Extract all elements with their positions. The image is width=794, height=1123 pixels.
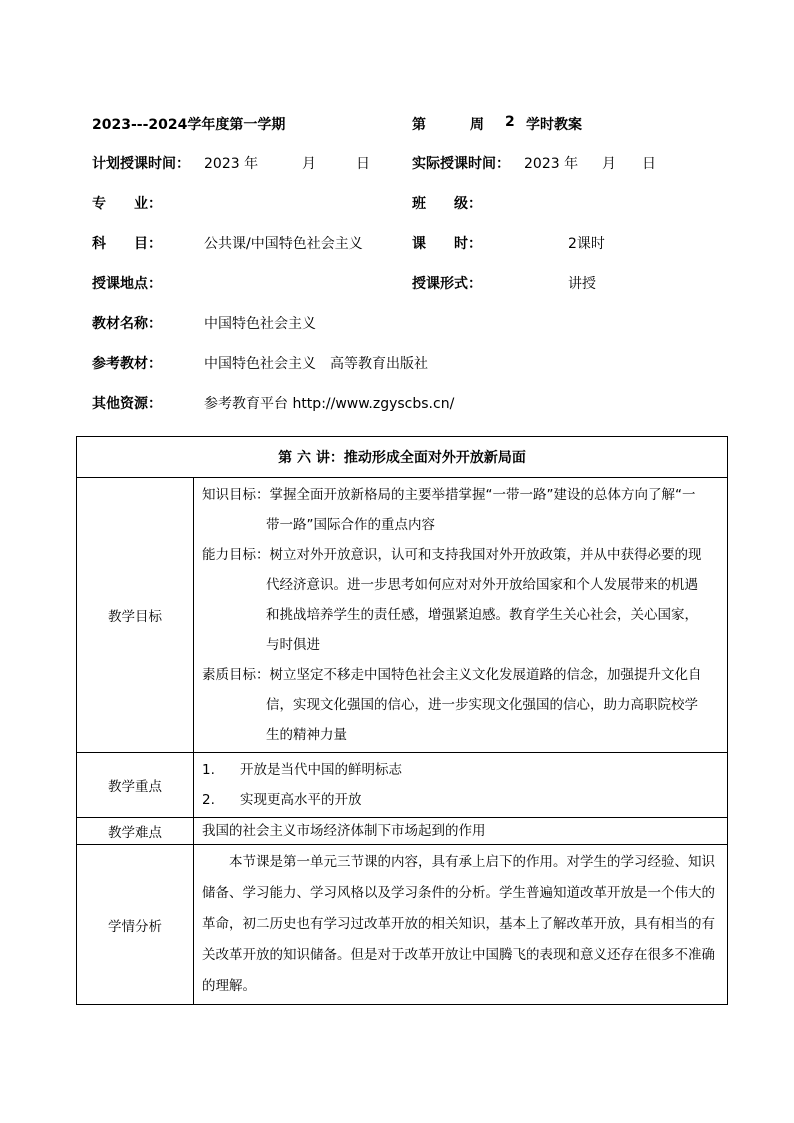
reference-label: 参考教材： [92, 356, 162, 372]
form-value: 讲授 [568, 276, 596, 292]
plan-time-label: 计划授课时间： [92, 156, 190, 172]
week-value: 周 [470, 117, 484, 133]
actual-day: 日 [642, 156, 656, 172]
difficulty-text: 我国的社会主义市场经济体制下市场起到的作用 [202, 823, 486, 839]
location-label: 授课地点： [92, 276, 162, 292]
period-value: 2课时 [568, 236, 605, 252]
goal-line: 与时俱进 [266, 637, 320, 653]
analysis-label: 学情分析 [77, 845, 194, 1005]
goals-label: 教学目标 [77, 478, 194, 753]
lesson-plan-table [76, 436, 728, 1005]
textbook-label: 教材名称： [92, 316, 162, 332]
form-label: 授课形式： [412, 276, 482, 292]
analysis-text: 本节课是第一单元三节课的内容，具有承上启下的作用。对学生的学习经验、知识储备、学习能力、学习风格以及学习条件的分析。学生普遍知道改革开放是一个伟大的革命，初二历史也有学习过改革开放的相关知识，基本上了解改革开放，具有相当的有关改革开放的知识储备。但是对于改革开放让中国腾飞的表现和意义还存在很多不准确的理解。 [202, 854, 715, 994]
week-label: 第 [412, 117, 426, 133]
goal-line: 素质目标：树立坚定不移走中国特色社会主义文化发展道路的信念，加强提升文化自 [202, 667, 702, 683]
major-label: 专 业： [92, 196, 162, 212]
difficulty-label: 教学难点 [77, 818, 194, 845]
goal-line: 代经济意识。进一步思考如何应对对外开放给国家和个人发展带来的机遇 [266, 577, 698, 593]
goal-line: 带一路”国际合作的重点内容 [266, 517, 435, 533]
goal-line: 能力目标：树立对外开放意识，认可和支持我国对外开放政策，并从中获得必要的现 [202, 547, 702, 563]
plan-month: 月 [302, 156, 316, 172]
hours-label: 学时教案 [526, 117, 582, 133]
plan-day: 日 [356, 156, 370, 172]
goal-line: 知识目标：掌握全面开放新格局的主要举措掌握“一带一路”建设的总体方向了解“一 [202, 487, 696, 503]
goal-line: 信，实现文化强国的信心，进一步实现文化强国的信心，助力高职院校学 [266, 697, 698, 713]
focus-item-text: 实现更高水平的开放 [240, 792, 362, 808]
reference-value: 中国特色社会主义 高等教育出版社 [204, 356, 428, 372]
focus-item [202, 755, 721, 785]
focus-label: 教学重点 [77, 753, 194, 818]
goal-line: 生的精神力量 [266, 727, 347, 743]
subject-value: 公共课/中国特色社会主义 [204, 236, 363, 252]
resources-label: 其他资源： [92, 396, 162, 412]
focus-item [202, 785, 721, 815]
plan-year: 2023 年 [204, 156, 259, 172]
analysis-cell [194, 845, 728, 1005]
period-label: 课 时： [412, 236, 482, 252]
actual-month: 月 [602, 156, 616, 172]
focus-item-number: 1. [202, 762, 215, 778]
actual-year: 2023 年 [524, 156, 579, 172]
actual-time-label: 实际授课时间： [412, 156, 510, 172]
textbook-value: 中国特色社会主义 [204, 316, 316, 332]
subject-label: 科 目： [92, 236, 162, 252]
resources-value: 参考教育平台 http://www.zgyscbs.cn/ [204, 396, 455, 412]
hours-value: 2 [505, 114, 515, 130]
term: 2023---2024学年度第一学期 [92, 117, 286, 133]
focus-cell [194, 753, 728, 818]
lecture-title: 第 六 讲：推动形成全面对外开放新局面 [77, 437, 728, 478]
focus-item-text: 开放是当代中国的鲜明标志 [240, 762, 402, 778]
focus-item-number: 2. [202, 792, 215, 808]
difficulty-cell [194, 818, 728, 845]
goals-cell [194, 478, 728, 753]
class-label: 班 级： [412, 196, 482, 212]
goal-line: 和挑战培养学生的责任感，增强紧迫感。教育学生关心社会，关心国家， [266, 607, 698, 623]
